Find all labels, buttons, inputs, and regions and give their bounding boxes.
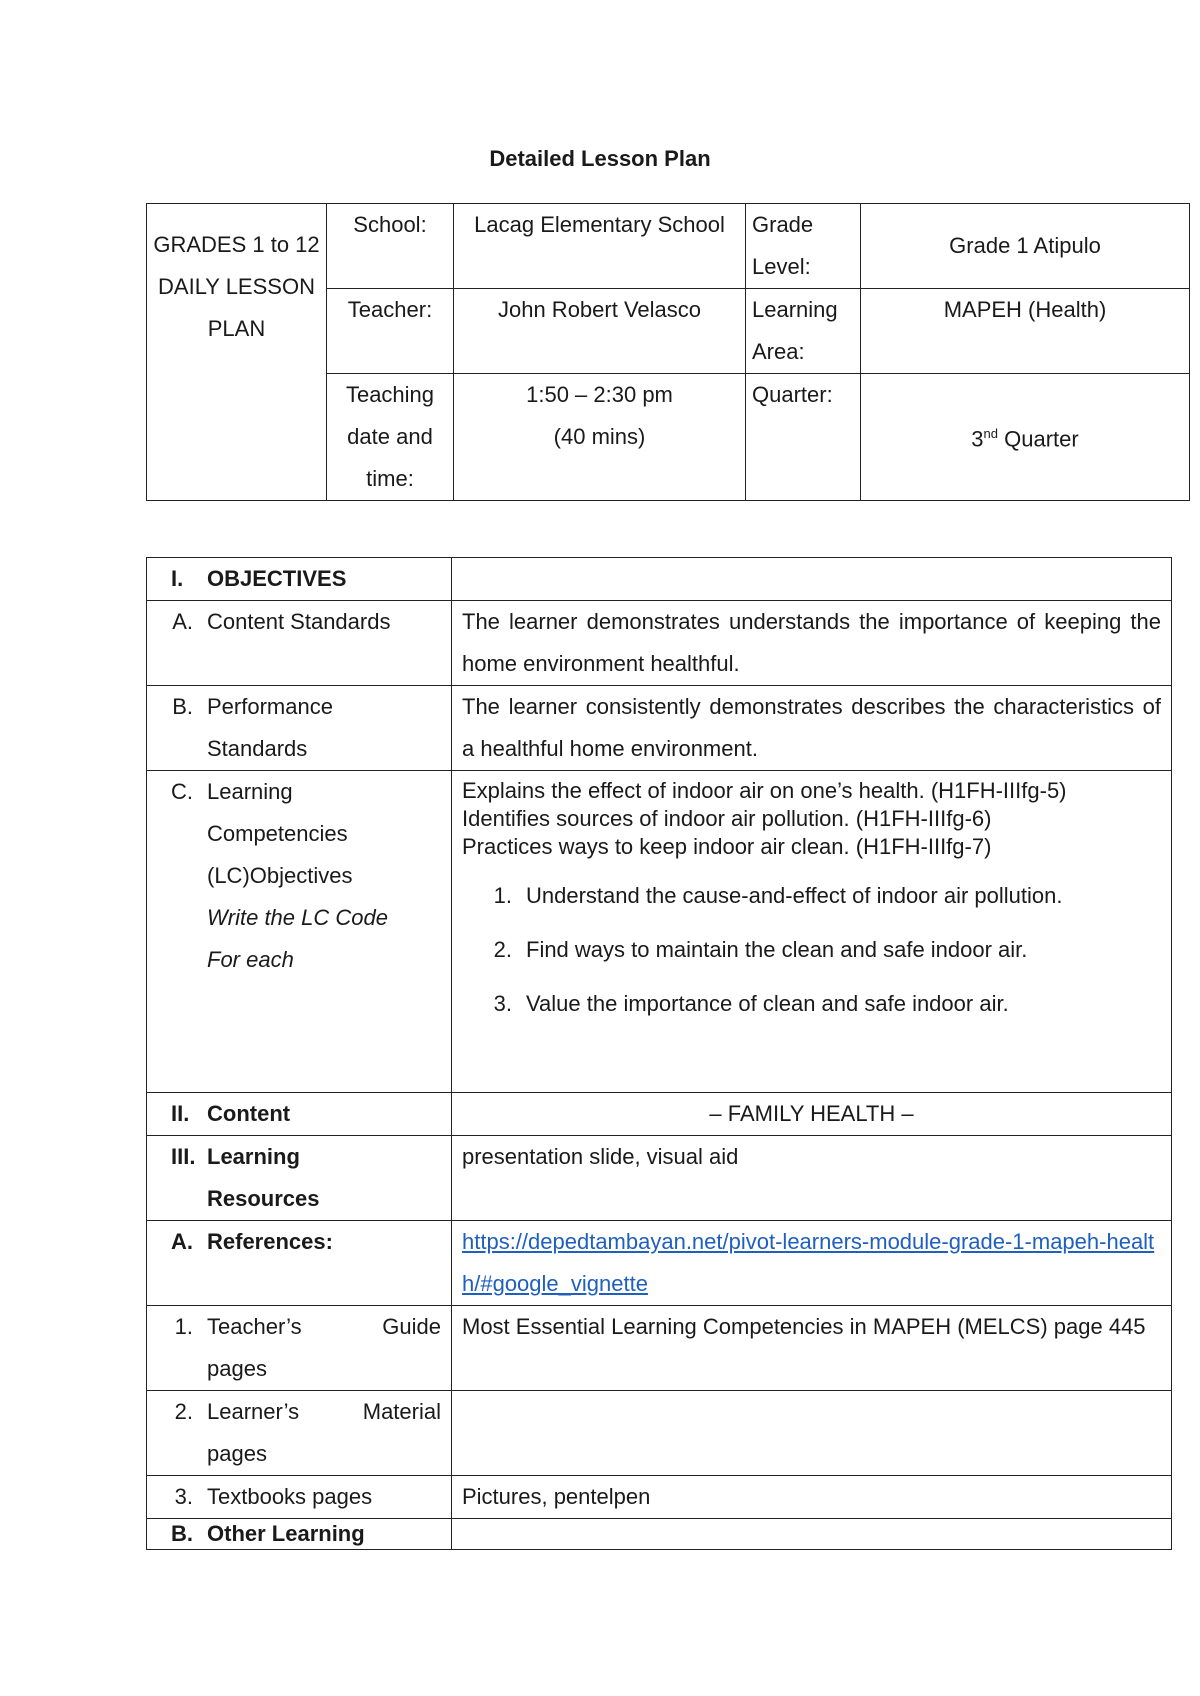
lc-code-line: Explains the effect of indoor air on one’s health. (H1FH-IIIfg-5) xyxy=(462,778,1067,803)
table-row xyxy=(147,1093,1172,1136)
teaching-time: 1:50 – 2:30 pm xyxy=(526,382,673,407)
grade-level-value: Grade 1 Atipulo xyxy=(861,204,1190,289)
content-standards-text: The learner demonstrates understands the importance of keeping the home environment healthful. xyxy=(452,601,1172,686)
learning-area-value: MAPEH (Health) xyxy=(861,289,1190,374)
lesson-header-table xyxy=(146,203,1190,501)
table-row xyxy=(147,1306,1172,1391)
school-value: Lacag Elementary School xyxy=(454,204,746,289)
school-label: School: xyxy=(327,204,454,289)
table-row xyxy=(147,686,1172,771)
teachers-guide-label: 1. Teacher’s Guide pages xyxy=(147,1306,452,1391)
grades-label: GRADES 1 to 12 DAILY LESSON PLAN xyxy=(153,232,320,341)
grade-level-label: Grade Level: xyxy=(746,204,861,289)
other-learning-label: B. Other Learning xyxy=(147,1519,452,1550)
page-title: Detailed Lesson Plan xyxy=(489,146,711,171)
competencies-text xyxy=(452,771,1172,1093)
content-value: – FAMILY HEALTH – xyxy=(452,1093,1172,1136)
teaching-time-cell xyxy=(454,374,746,501)
list-item: 3. Value the importance of clean and safe indoor air. xyxy=(493,991,1009,1016)
table-row xyxy=(147,1136,1172,1221)
lesson-plan-table xyxy=(146,557,1172,1550)
table-row xyxy=(147,1476,1172,1519)
table-row xyxy=(147,771,1172,1093)
lc-code-line: Practices ways to keep indoor air clean. (H1FH-IIIfg-7) xyxy=(462,834,992,859)
lc-code-line: Identifies sources of indoor air pollution. (H1FH-IIIfg-6) xyxy=(462,806,992,831)
reference-link[interactable]: https://depedtambayan.net/pivot-learners-module-grade-1-mapeh-health/#google_vignette xyxy=(462,1229,1155,1296)
performance-standards-text: The learner consistently demonstrates describes the characteristics of a healthful home environment. xyxy=(452,686,1172,771)
teacher-label: Teacher: xyxy=(327,289,454,374)
performance-standards-label: B. Performance Standards xyxy=(147,686,452,771)
content-label: II. Content xyxy=(147,1093,452,1136)
list-item: 2. Find ways to maintain the clean and safe indoor air. xyxy=(493,937,1028,962)
learning-resources-label: III. Learning Resources xyxy=(147,1136,452,1221)
learners-material-text xyxy=(452,1391,1172,1476)
teacher-value: John Robert Velasco xyxy=(454,289,746,374)
teaching-date-label: Teaching date and time: xyxy=(327,374,454,501)
table-row xyxy=(147,558,1172,601)
table-row xyxy=(147,601,1172,686)
learning-area-label: Learning Area: xyxy=(746,289,861,374)
competencies-label: C. Learning Competencies (LC)Objectives Write the LC Code For each xyxy=(147,771,452,1093)
table-row xyxy=(147,1391,1172,1476)
grades-label-cell xyxy=(147,204,327,501)
other-learning-value xyxy=(452,1519,1172,1550)
learners-material-label: 2. Learner’s Material pages xyxy=(147,1391,452,1476)
content-standards-label: A. Content Standards xyxy=(147,601,452,686)
objectives-heading: I. OBJECTIVES xyxy=(147,558,452,601)
quarter-label: Quarter: xyxy=(746,374,861,501)
textbooks-label: 3. Textbooks pages xyxy=(147,1476,452,1519)
list-item: 1. Understand the cause-and-effect of indoor air pollution. xyxy=(493,883,1063,908)
teaching-duration: (40 mins) xyxy=(553,424,646,449)
objective-list xyxy=(462,869,1161,1031)
teachers-guide-text: Most Essential Learning Competencies in MAPEH (MELCS) page 445 xyxy=(452,1306,1172,1391)
references-label: A. References: xyxy=(147,1221,452,1306)
references-value xyxy=(452,1221,1172,1306)
quarter-value: 3nd Quarter xyxy=(861,374,1190,501)
textbooks-text: Pictures, pentelpen xyxy=(452,1476,1172,1519)
table-row xyxy=(147,1519,1172,1550)
objectives-value xyxy=(452,558,1172,601)
learning-resources-value: presentation slide, visual aid xyxy=(452,1136,1172,1221)
table-row xyxy=(147,1221,1172,1306)
